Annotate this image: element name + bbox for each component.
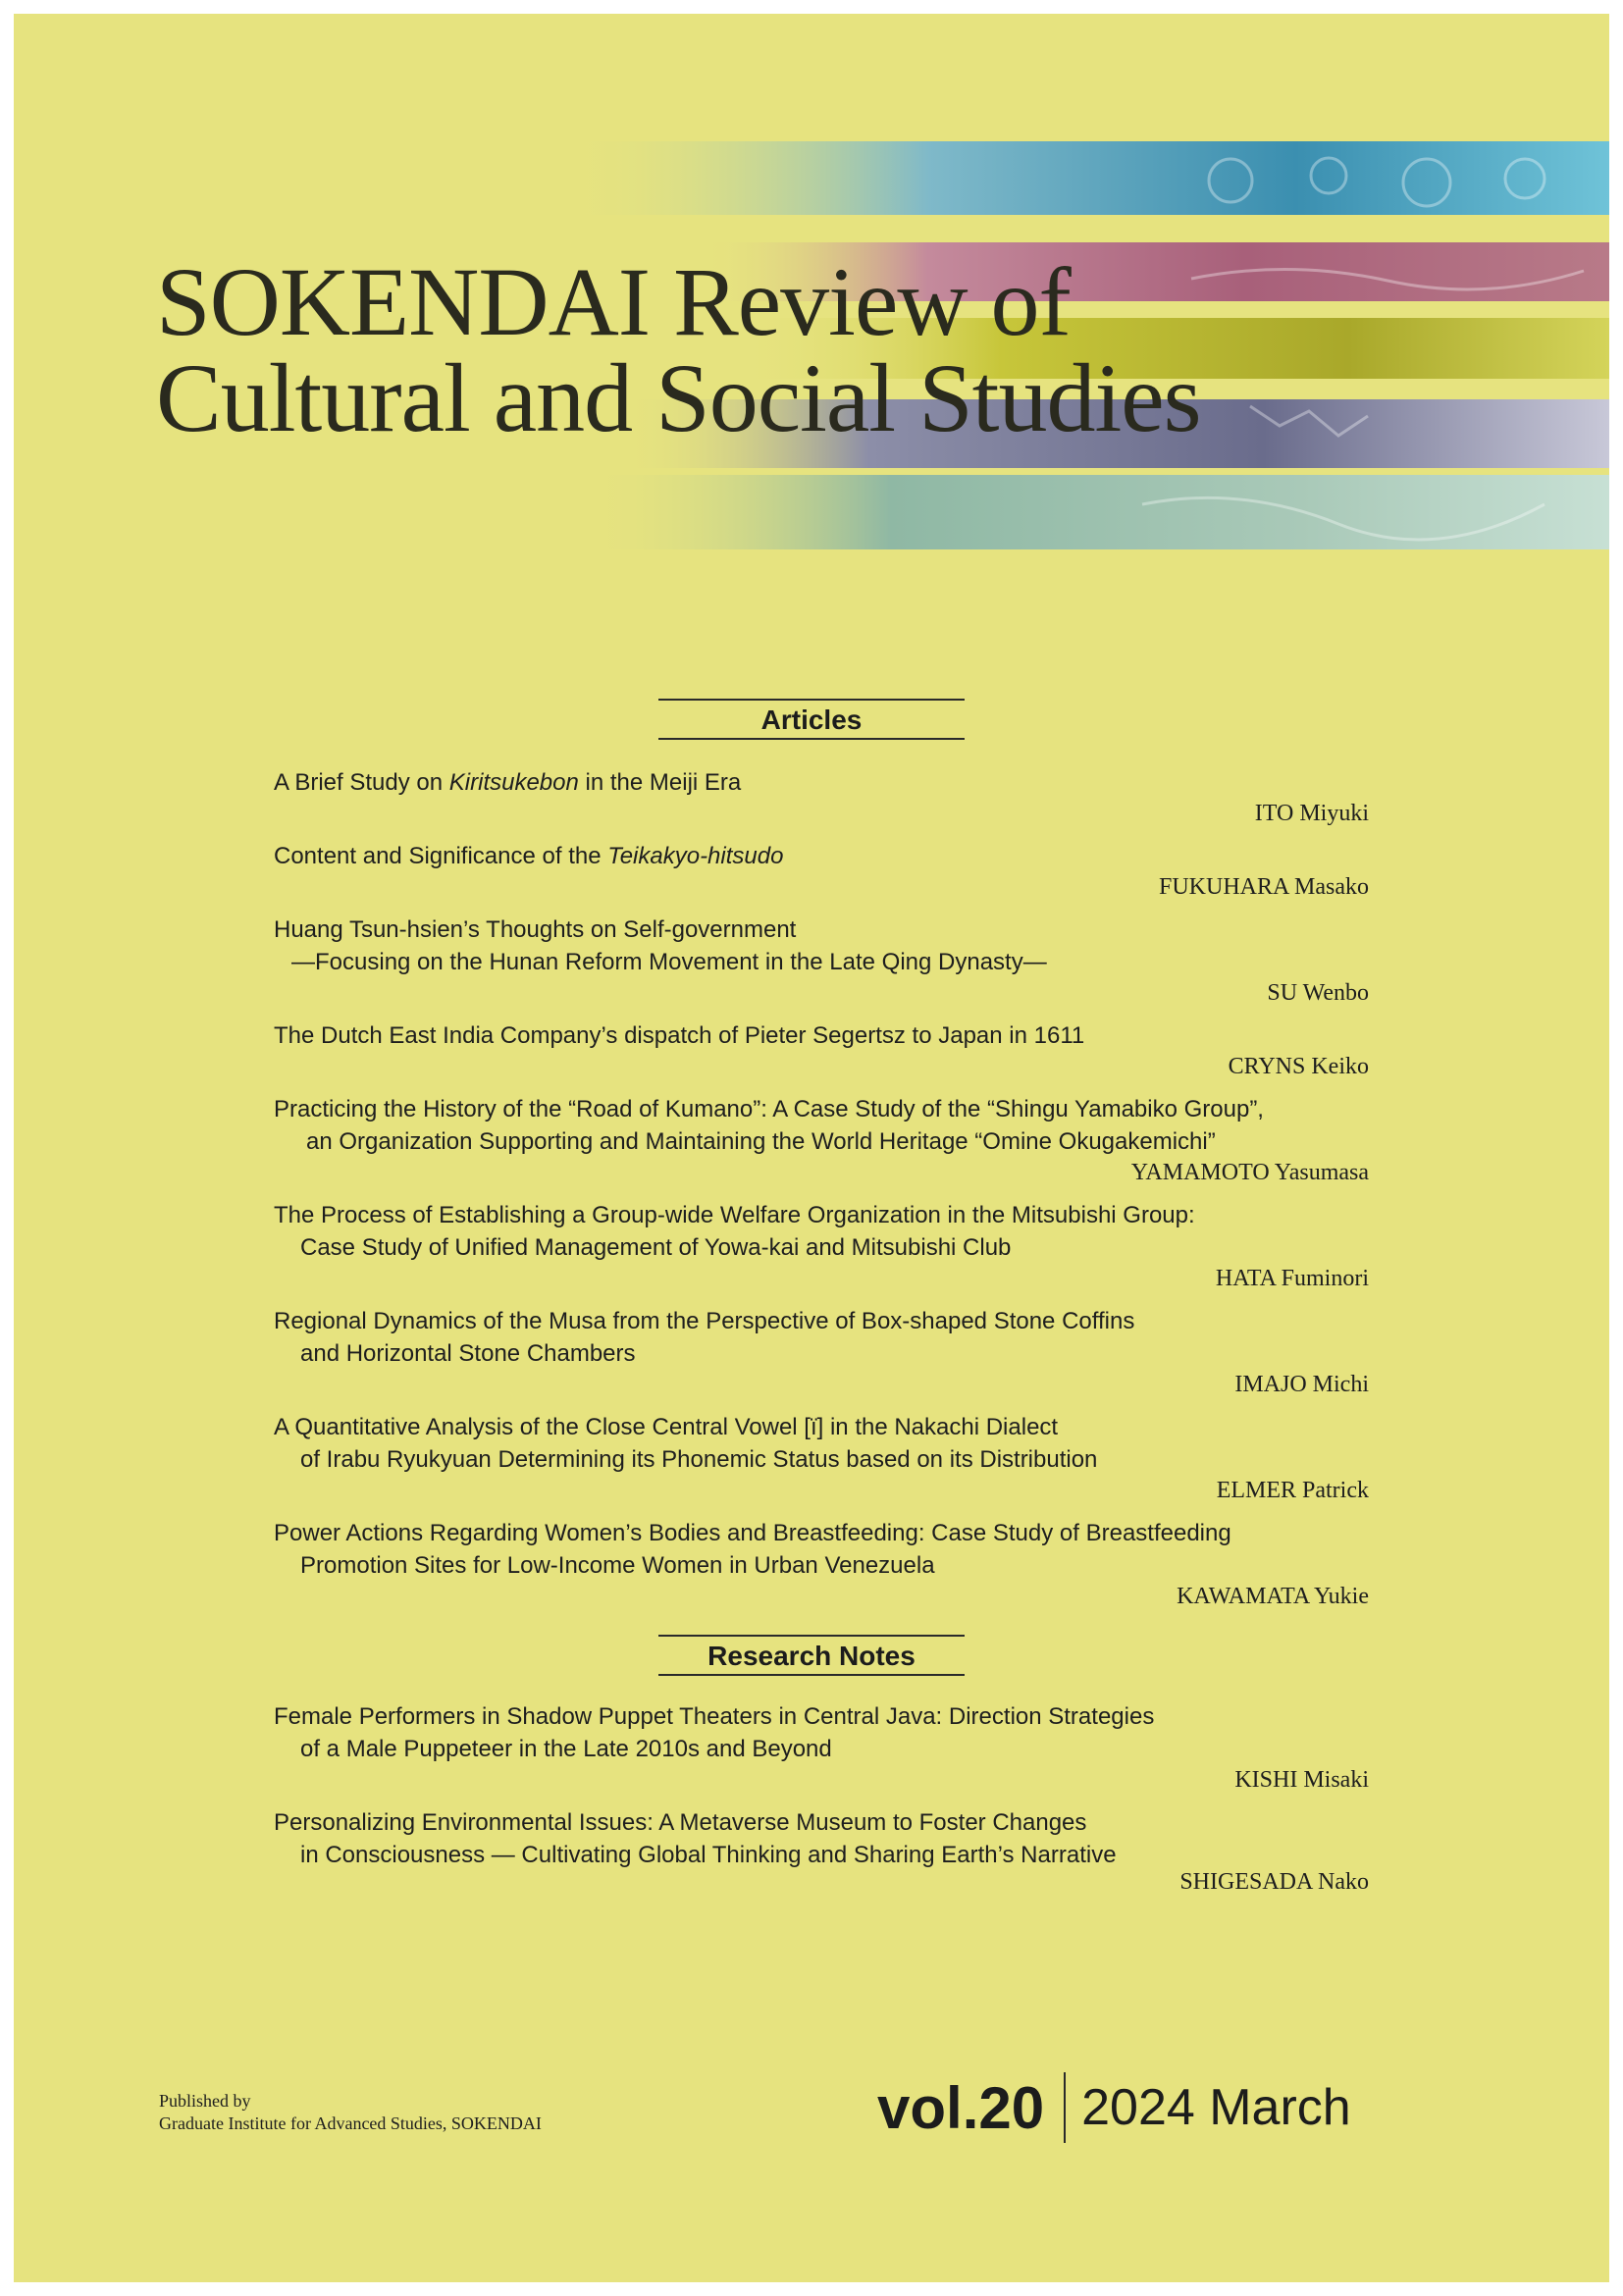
note-author: SHIGESADA Nako: [1179, 1869, 1369, 1895]
publisher-label: Published by: [159, 2091, 251, 2111]
title-line-1: SOKENDAI Review of: [156, 247, 1071, 356]
article-title: The Process of Establishing a Group-wide Welfare Organization in the Mitsubishi Group:: [274, 1202, 1195, 1228]
article-author: SU Wenbo: [1267, 980, 1369, 1006]
stripe-blue: [563, 141, 1609, 215]
title-text: in the Meiji Era: [578, 769, 742, 796]
article-author: YAMAMOTO Yasumasa: [1130, 1160, 1369, 1185]
article-author: IMAJO Michi: [1234, 1372, 1369, 1397]
note-subtitle: in Consciousness — Cultivating Global Thinking and Sharing Earth’s Narrative: [300, 1842, 1117, 1868]
article-subtitle: and Horizontal Stone Chambers: [300, 1340, 636, 1367]
article-title: Regional Dynamics of the Musa from the Perspective of Box-shaped Stone Coffins: [274, 1308, 1135, 1334]
stripe-sage: [583, 475, 1609, 549]
article-subtitle: Promotion Sites for Low-Income Women in Urban Venezuela: [300, 1552, 935, 1579]
article-title: [274, 766, 1369, 799]
list-item: [274, 1517, 1369, 1611]
article-subtitle: —Focusing on the Hunan Reform Movement in the Late Qing Dynasty—: [291, 949, 1047, 975]
article-title: A Quantitative Analysis of the Close Central Vowel [ï] in the Nakachi Dialect: [274, 1414, 1059, 1440]
volume-number: vol.20: [877, 2074, 1045, 2141]
list-item: [274, 1093, 1369, 1187]
note-title: Personalizing Environmental Issues: A Metaverse Museum to Foster Changes: [274, 1809, 1087, 1836]
articles-list: [274, 766, 1369, 1623]
journal-title: [156, 247, 1432, 452]
article-subtitle: an Organization Supporting and Maintaining the World Heritage “Omine Okugakemichi”: [306, 1128, 1216, 1155]
issue-date: 2024 March: [1081, 2079, 1351, 2136]
article-subtitle: Case Study of Unified Management of Yowa-kai and Mitsubishi Club: [300, 1234, 1012, 1261]
title-line-2: Cultural and Social Studies: [156, 343, 1201, 452]
article-title: The Dutch East India Company’s dispatch of Pieter Segertsz to Japan in 1611: [274, 1022, 1085, 1049]
article-author: KAWAMATA Yukie: [1177, 1584, 1369, 1609]
article-author: FUKUHARA Masako: [1158, 874, 1369, 900]
articles-heading: Articles: [658, 699, 965, 740]
article-title: Power Actions Regarding Women’s Bodies and Breastfeeding: Case Study of Breastfeeding: [274, 1520, 1231, 1546]
research-notes-heading: Research Notes: [658, 1635, 965, 1676]
article-title: Huang Tsun-hsien’s Thoughts on Self-government: [274, 916, 797, 943]
list-item: [274, 766, 1369, 828]
article-author: HATA Fuminori: [1215, 1266, 1369, 1291]
list-item: [274, 1199, 1369, 1293]
journal-cover: [14, 14, 1609, 2282]
title-text: A Brief Study on: [274, 769, 449, 796]
note-author: KISHI Misaki: [1234, 1767, 1369, 1793]
research-notes-list: [274, 1700, 1369, 1908]
article-subtitle: of Irabu Ryukyuan Determining its Phonemic Status based on its Distribution: [300, 1446, 1098, 1473]
title-italic: Teikakyo-hitsudo: [607, 843, 784, 869]
publisher-name: Graduate Institute for Advanced Studies, SOKENDAI: [159, 2113, 542, 2133]
volume-divider: [1064, 2072, 1066, 2143]
title-italic: Kiritsukebon: [448, 769, 579, 796]
volume-info: [877, 2072, 1351, 2143]
article-title: [274, 840, 1369, 872]
list-item: [274, 1700, 1369, 1795]
list-item: [274, 1305, 1369, 1399]
list-item: [274, 1019, 1369, 1081]
article-author: CRYNS Keiko: [1228, 1054, 1369, 1079]
list-item: [274, 1806, 1369, 1897]
publisher-info: [159, 2090, 542, 2135]
note-title: Female Performers in Shadow Puppet Theaters in Central Java: Direction Strategies: [274, 1703, 1155, 1730]
article-author: ITO Miyuki: [1254, 801, 1369, 826]
list-item: [274, 1411, 1369, 1505]
note-subtitle: of a Male Puppeteer in the Late 2010s and Beyond: [300, 1736, 832, 1762]
article-author: ELMER Patrick: [1216, 1478, 1369, 1503]
article-title: Practicing the History of the “Road of Kumano”: A Case Study of the “Shingu Yamabiko Group”,: [274, 1096, 1264, 1122]
list-item: [274, 913, 1369, 1008]
title-text: Content and Significance of the: [274, 843, 608, 869]
list-item: [274, 840, 1369, 902]
